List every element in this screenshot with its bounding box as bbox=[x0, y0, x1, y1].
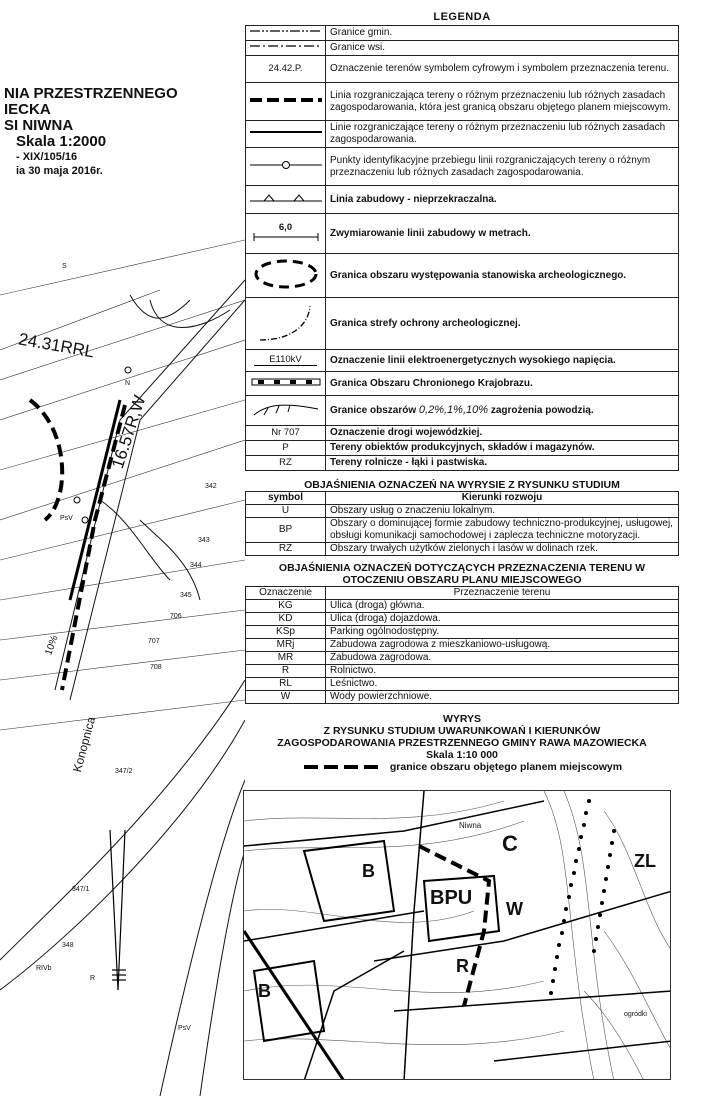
studium-code: RZ bbox=[246, 543, 326, 556]
legend-text: Tereny rolnicze - łąki i pastwiska. bbox=[326, 456, 679, 471]
wyrys-label-r: R bbox=[456, 956, 469, 976]
legend-panel bbox=[245, 0, 679, 704]
map-label-parcel-3471: 347/1 bbox=[72, 886, 90, 893]
legend-flood-suffix: zagrożenia powodzią. bbox=[490, 405, 594, 416]
otoczenie-title-1: OBJAŚNIENIA OZNACZEŃ DOTYCZĄCYCH PRZEZNACZENIA TERENU W bbox=[278, 562, 646, 574]
legend-text: Granica strefy ochrony archeologicznej. bbox=[326, 298, 679, 350]
legend-text-flood bbox=[326, 396, 679, 426]
otoczenie-row bbox=[246, 652, 679, 665]
map-label-zone-rrl: 24.31RRL bbox=[17, 329, 96, 362]
legend-symbol-archaeological-zone bbox=[246, 298, 326, 350]
otoczenie-row bbox=[246, 626, 679, 639]
legend-row bbox=[246, 26, 679, 41]
legend-flood-prefix: Granice obszarów bbox=[330, 405, 417, 416]
legend-row bbox=[246, 186, 679, 214]
otoczenie-table bbox=[245, 586, 679, 704]
legend-text: Granice wsi. bbox=[326, 41, 679, 56]
studium-desc: Obszary o dominującej formie zabudowy techniczno-produkcyjnej, usługowej, obsługi komunikacji samochodowej i zaplecza techniczne motoryzacji. bbox=[326, 518, 679, 543]
legend-row bbox=[246, 121, 679, 148]
otoczenie-desc: Zabudowa zagrodowa. bbox=[326, 652, 679, 665]
otoczenie-code: RL bbox=[246, 678, 326, 691]
legend-power-code: E110kV bbox=[254, 355, 317, 366]
legend-symbol-flood-zones bbox=[246, 396, 326, 426]
otoczenie-header-purpose: Przeznaczenie terenu bbox=[326, 587, 679, 600]
map-label-river: Konopnica bbox=[70, 715, 99, 774]
studium-header-symbol: symbol bbox=[246, 492, 326, 505]
legend-symbol-identification-point bbox=[246, 148, 326, 186]
legend-row bbox=[246, 298, 679, 350]
legend-row bbox=[246, 372, 679, 396]
left-resolution: - XIX/105/16 bbox=[16, 151, 78, 163]
legend-text: Linia rozgraniczająca tereny o różnym przeznaczeniu lub różnych zasadach zagospodarowania, która jest granicą obszaru objętego planem miejscowym. bbox=[326, 83, 679, 121]
legend-flood-values: 0,2%,1%,10% bbox=[418, 404, 489, 416]
otoczenie-title-2: OTOCZENIU OBSZARU PLANU MIEJSCOWEGO bbox=[342, 574, 582, 586]
legend-symbol-rz: RZ bbox=[246, 456, 326, 471]
wyrys-map-drawing bbox=[244, 791, 671, 1080]
map-label-psv-2: PsV bbox=[178, 1025, 191, 1032]
legend-text: Punkty identyfikacyjne przebiegu linii rozgraniczających tereny o różnym przeznaczeniu lub różnych zasadach zagospodarowania. bbox=[326, 148, 679, 186]
legend-text: Granica Obszaru Chronionego Krajobrazu. bbox=[326, 372, 679, 396]
otoczenie-row bbox=[246, 639, 679, 652]
legend-text: Granica obszaru występowania stanowiska archeologicznego. bbox=[326, 254, 679, 298]
otoczenie-row bbox=[246, 665, 679, 678]
wyrys-subtitle-1: Z RYSUNKU STUDIUM UWARUNKOWAŃ I KIERUNKÓW bbox=[323, 725, 601, 737]
wyrys-header bbox=[245, 713, 679, 773]
wyrys-label-b2: B bbox=[258, 981, 271, 1001]
legend-text: Oznaczenie drogi wojewódzkiej. bbox=[326, 426, 679, 441]
legend-row bbox=[246, 396, 679, 426]
wyrys-boundary-symbol bbox=[302, 763, 382, 771]
studium-header-row bbox=[246, 492, 679, 505]
otoczenie-code: KSp bbox=[246, 626, 326, 639]
map-label-parcel-345: 345 bbox=[180, 592, 192, 599]
otoczenie-header-code: Oznaczenie bbox=[246, 587, 326, 600]
legend-symbol-municipality-border bbox=[246, 26, 326, 41]
map-label-zone-rw: 16.57R,W bbox=[108, 393, 150, 471]
legend-symbol-village-border bbox=[246, 41, 326, 56]
studium-title: OBJAŚNIENIA OZNACZEŃ NA WYRYSIE Z RYSUNKU STUDIUM bbox=[304, 479, 620, 491]
legend-symbol-dimension bbox=[246, 214, 326, 254]
wyrys-label-niwna: Niwna bbox=[459, 821, 482, 830]
otoczenie-code: R bbox=[246, 665, 326, 678]
legend-symbol-dividing-line bbox=[246, 121, 326, 148]
left-title-line-2: IECKA bbox=[4, 101, 51, 118]
legend-text: Zwymiarowanie linii zabudowy w metrach. bbox=[326, 214, 679, 254]
legend-row bbox=[246, 148, 679, 186]
legend-table bbox=[245, 25, 679, 471]
wyrys-label-zl: ZL bbox=[634, 851, 656, 871]
left-plan-map bbox=[0, 0, 245, 1096]
wyrys-label-c: C bbox=[502, 831, 518, 856]
studium-code: BP bbox=[246, 518, 326, 543]
otoczenie-desc: Rolnictwo. bbox=[326, 665, 679, 678]
map-label-r: R bbox=[90, 975, 96, 982]
otoczenie-desc: Ulica (droga) główna. bbox=[326, 600, 679, 613]
legend-row bbox=[246, 456, 679, 471]
legend-row bbox=[246, 214, 679, 254]
legend-text: Tereny obiektów produkcyjnych, składów i magazynów. bbox=[326, 441, 679, 456]
studium-desc: Obszary usług o znaczeniu lokalnym. bbox=[326, 505, 679, 518]
legend-text: Linie rozgraniczające tereny o różnym przeznaczeniu lub różnych zasadach zagospodarowania. bbox=[326, 121, 679, 148]
legend-symbol-archaeological-site bbox=[246, 254, 326, 298]
map-label-psv: PsV bbox=[60, 515, 73, 522]
map-label-parcel-344: 344 bbox=[190, 562, 202, 569]
studium-row bbox=[246, 505, 679, 518]
legend-symbol-zone-code: 24.42.P. bbox=[246, 56, 326, 83]
map-label-rivb: RIVb bbox=[36, 965, 52, 972]
wyrys-label-w: W bbox=[506, 899, 523, 919]
map-label-n: N bbox=[125, 380, 131, 387]
legend-text: Oznaczenie terenów symbolem cyfrowym i symbolem przeznaczenia terenu. bbox=[326, 56, 679, 83]
legend-text: Oznaczenie linii elektroenergetycznych wysokiego napięcia. bbox=[326, 350, 679, 372]
studium-desc: Obszary trwałych użytków zielonych i lasów w dolinach rzek. bbox=[326, 543, 679, 556]
legend-row bbox=[246, 441, 679, 456]
studium-table bbox=[245, 491, 679, 556]
left-scale: Skala 1:2000 bbox=[16, 133, 107, 150]
otoczenie-code: W bbox=[246, 691, 326, 704]
otoczenie-row bbox=[246, 691, 679, 704]
legend-text: Linia zabudowy - nieprzekraczalna. bbox=[326, 186, 679, 214]
otoczenie-desc: Ulica (droga) dojazdowa. bbox=[326, 613, 679, 626]
wyrys-scale: Skala 1:10 000 bbox=[426, 749, 498, 761]
otoczenie-row bbox=[246, 678, 679, 691]
legend-row bbox=[246, 83, 679, 121]
otoczenie-desc: Zabudowa zagrodowa z mieszkaniowo-usługową. bbox=[326, 639, 679, 652]
legend-symbol-p: P bbox=[246, 441, 326, 456]
map-label-parcel-3472: 347/2 bbox=[115, 768, 133, 775]
map-label-parcel-708: 708 bbox=[150, 664, 162, 671]
wyrys-label-bpu: BPU bbox=[430, 887, 473, 909]
otoczenie-desc: Parking ogólnodostępny. bbox=[326, 626, 679, 639]
wyrys-subtitle-2: ZAGOSPODAROWANIA PRZESTRZENNEGO GMINY RAWA MAZOWIECKA bbox=[277, 737, 647, 749]
map-label-flood: 10% bbox=[43, 634, 61, 657]
wyrys-map bbox=[243, 790, 671, 1080]
map-label-parcel-348: 348 bbox=[62, 942, 74, 949]
map-label-parcel-343: 343 bbox=[198, 537, 210, 544]
legend-row bbox=[246, 41, 679, 56]
legend-symbol-building-line bbox=[246, 186, 326, 214]
legend-title: LEGENDA bbox=[433, 11, 491, 23]
wyrys-boundary-label: granice obszaru objętego planem miejscowym bbox=[389, 761, 623, 773]
map-label-s: S bbox=[62, 263, 67, 270]
left-title-block bbox=[0, 86, 240, 178]
otoczenie-row bbox=[246, 613, 679, 626]
left-title-line-1: NIA PRZESTRZENNEGO bbox=[4, 85, 178, 102]
otoczenie-header-row bbox=[246, 587, 679, 600]
map-label-parcel-706: 706 bbox=[170, 613, 182, 620]
legend-row bbox=[246, 350, 679, 372]
studium-row bbox=[246, 518, 679, 543]
map-label-parcel-342: 342 bbox=[205, 483, 217, 490]
otoczenie-code: MRj bbox=[246, 639, 326, 652]
legend-row bbox=[246, 426, 679, 441]
otoczenie-desc: Wody powierzchniowe. bbox=[326, 691, 679, 704]
map-label-parcel-707: 707 bbox=[148, 638, 160, 645]
otoczenie-desc: Leśnictwo. bbox=[326, 678, 679, 691]
legend-symbol-protected-landscape bbox=[246, 372, 326, 396]
legend-symbol-plan-boundary bbox=[246, 83, 326, 121]
studium-header-direction: Kierunki rozwoju bbox=[326, 492, 679, 505]
otoczenie-code: MR bbox=[246, 652, 326, 665]
left-date: ia 30 maja 2016r. bbox=[16, 165, 103, 177]
legend-row bbox=[246, 56, 679, 83]
left-title-line-3: SI NIWNA bbox=[4, 117, 74, 134]
legend-row bbox=[246, 254, 679, 298]
studium-row bbox=[246, 543, 679, 556]
legend-symbol-power-line bbox=[246, 350, 326, 372]
otoczenie-row bbox=[246, 600, 679, 613]
otoczenie-code: KG bbox=[246, 600, 326, 613]
legend-dimension-value: 6,0 bbox=[278, 221, 293, 233]
wyrys-title: WYRYS bbox=[442, 713, 482, 725]
wyrys-boundary-legend bbox=[245, 761, 679, 773]
legend-symbol-road-number: Nr 707 bbox=[246, 426, 326, 441]
legend-text: Granice gmin. bbox=[326, 26, 679, 41]
wyrys-label-b1: B bbox=[362, 861, 375, 881]
otoczenie-code: KD bbox=[246, 613, 326, 626]
studium-code: U bbox=[246, 505, 326, 518]
wyrys-label-ogrodki: ogródki bbox=[624, 1011, 647, 1018]
